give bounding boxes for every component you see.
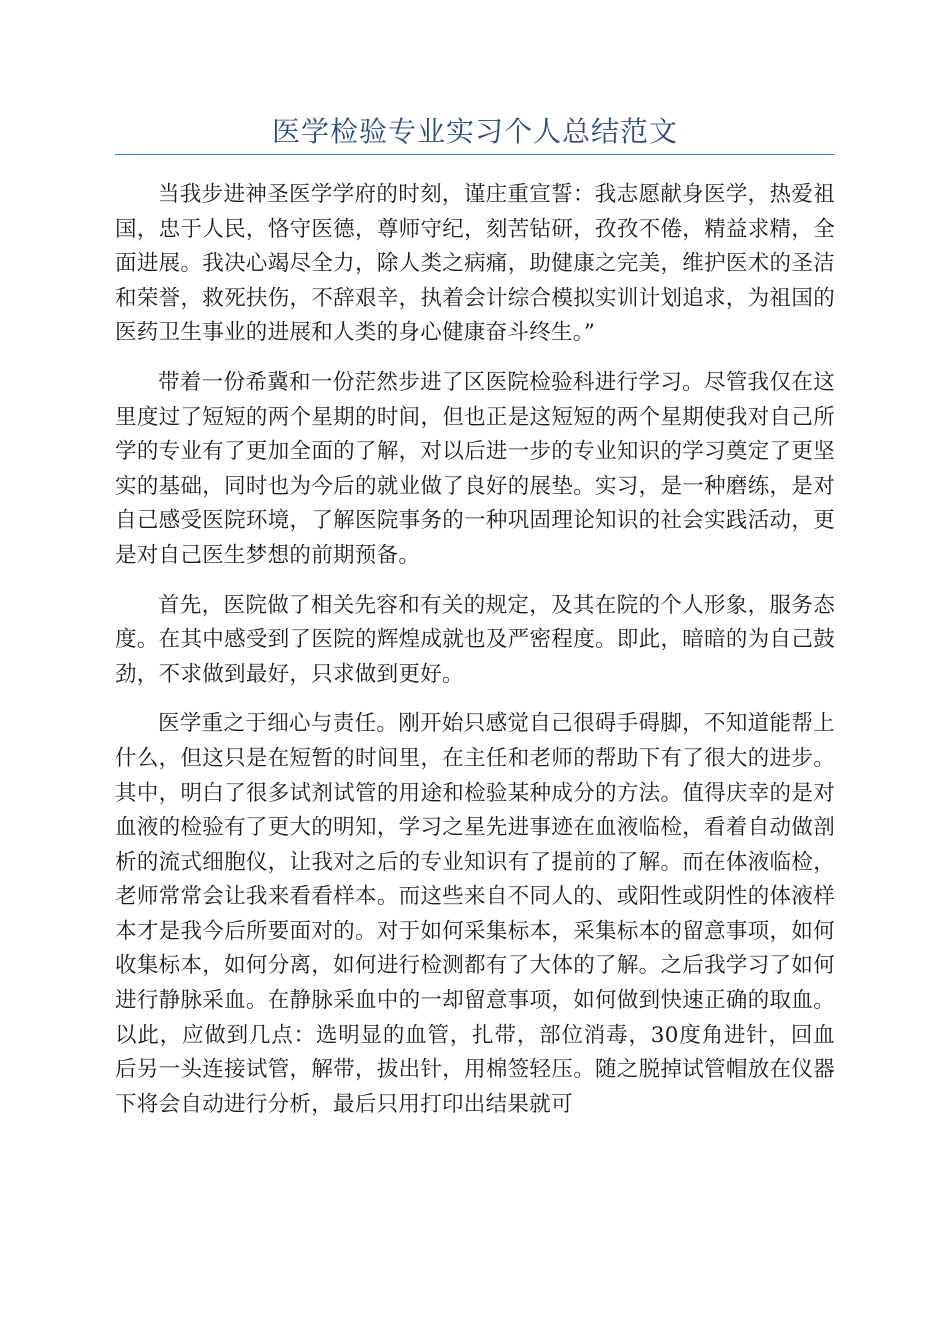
paragraph-lab-learning: 医学重之于细心与责任。刚开始只感觉自己很碍手碍脚，不知道能帮上什么，但这只是在短暂的时间里，在主任和老师的帮助下有了很大的进步。其中，明白了很多试剂试管的用途和检验某种成分的方法。值得庆幸的是对血液的检验有了更大的明知，学习之星先进事迹在血液临检，看着自动做剖析的流式细胞仪，让我对之后的专业知识有了提前的了解。而在体液临检，老师常常会让我来看看样本。而这些来自不同人的、或阳性或阴性的体液样本才是我今后所要面对的。对于如何采集标本，采集标本的留意事项，如何收集标本，如何分离，如何进行检测都有了大体的了解。之后我学习了如何进行静脉采血。在静脉采血中的一却留意事项，如何做到快速正确的取血。以此，应做到几点：选明显的血管，扎带，部位消毒，30度角进针，回血后另一头连接试管，解带，拔出针，用棉签轻压。随之脱掉试管帽放在仪器下将会自动进行分析，最后只用打印出结果就可: [115, 711, 835, 1117]
document-body: [115, 178, 835, 1137]
paragraph-hospital-rules: 首先，医院做了相关先容和有关的规定，及其在院的个人形象，服务态度。在其中感受到了医院的辉煌成就也及严密程度。即此，暗暗的为自己鼓劲，不求做到最好，只求做到更好。: [115, 592, 835, 687]
document-title: 医学检验专业实习个人总结范文: [271, 115, 678, 148]
title-underline: [115, 154, 835, 155]
paragraph-internship-intro: 带着一份希冀和一份茫然步进了区医院检验科进行学习。尽管我仅在这里度过了短短的两个星期的时间，但也正是这短短的两个星期使我对自己所学的专业有了更加全面的了解，对以后进一步的专业知识的学习奠定了更坚实的基础，同时也为今后的就业做了良好的展垫。实习，是一种磨练，是对自己感受医院环境，了解医院事务的一种巩固理论知识的社会实践活动，更是对自己医生梦想的前期预备。: [115, 369, 835, 568]
paragraph-oath: 当我步进神圣医学学府的时刻，谨庄重宣誓：我志愿献身医学，热爱祖国，忠于人民，恪守医德，尊师守纪，刻苦钻研，孜孜不倦，精益求精，全面进展。我决心竭尽全力，除人类之病痛，助健康之完美，维护医术的圣洁和荣誉，救死扶伤，不辞艰辛，执着会计综合模拟实训计划追求，为祖国的医药卫生事业的进展和人类的身心健康奋斗终生。”: [115, 182, 835, 346]
